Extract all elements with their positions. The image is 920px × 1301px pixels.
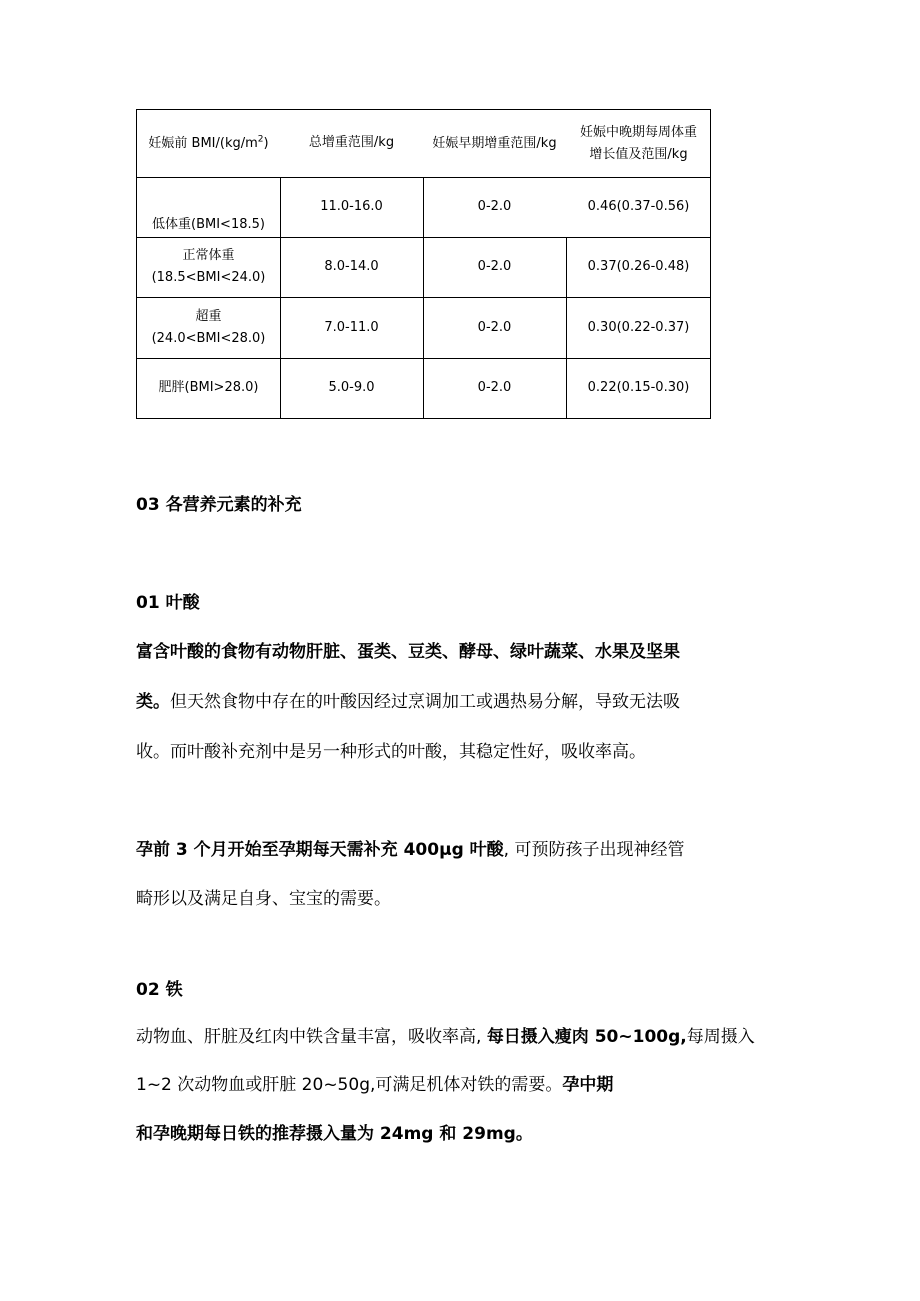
table-cell-weekly [566,237,711,297]
table-cell-weekly [566,297,711,358]
total-value: 8.0-14.0 [324,259,379,274]
header-early-gain-text: 妊娠早期增重范围/kg [432,135,557,151]
folic-dose-line [136,838,684,862]
iron-bold-text: 和孕晚期每日铁的推荐摄入量为 24mg 和 29mg。 [136,1124,533,1144]
iron-text: 每周摄入 [686,1027,755,1047]
table-cell-early [423,297,566,358]
table-row-obese-category [137,358,280,418]
header-total-gain-text: 总增重范围/kg [308,134,395,150]
total-value: 11.0-16.0 [320,199,383,214]
iron-paragraph-line [136,1122,533,1146]
category-label-line1: 正常体重 [182,248,235,263]
header-early-gain [423,110,566,177]
table-cell-total [280,297,423,358]
total-value: 7.0-11.0 [324,319,379,335]
table-cell-early [423,358,566,418]
early-value: 0-2.0 [477,199,512,214]
section-heading: 03 各营养元素的补充 [136,495,302,515]
table-cell-weekly [566,177,711,237]
total-value: 5.0-9.0 [328,380,375,395]
iron-paragraph-line [136,1073,613,1097]
folic-bold-text: 类。 [136,692,170,712]
folic-bold-text: 富含叶酸的食物有动物肝脏、蛋类、豆类、酵母、绿叶蔬菜、水果及坚果 [136,642,680,662]
weekly-value: 0.46(0.37-0.56) [587,199,690,214]
table-cell-weekly [566,358,711,418]
weekly-value: 0.22(0.15-0.30) [587,380,690,395]
folic-acid-heading: 01 叶酸 [136,593,200,613]
weight-gain-table [136,109,711,419]
folic-dose-bold: 孕前 3 个月开始至孕期每天需补充 400μg 叶酸 [136,840,504,860]
iron-bold-text: 孕中期 [562,1075,614,1095]
early-value: 0-2.0 [477,259,512,274]
weekly-value: 0.30(0.22-0.37) [587,319,690,335]
table-row-underweight-category [137,177,280,237]
early-value: 0-2.0 [477,319,512,335]
folic-text: 但天然食物中存在的叶酸因经过烹调加工或遇热易分解，导致无法吸 [170,692,680,712]
header-total-gain [280,110,423,177]
category-label: 超重(24.0<BMI<28.0) [151,308,266,346]
iron-text: 动物血、肝脏及红肉中铁含量丰富，吸收率高, [136,1027,487,1047]
table-cell-total [280,237,423,297]
header-weekly-gain [566,110,711,177]
iron-paragraph-line [136,1025,755,1049]
header-bmi-sup: 2 [257,134,264,145]
folic-dose-text: , 可预防孩子出现神经管 [503,840,685,860]
folic-paragraph-line [136,740,646,764]
folic-dose-line [136,887,391,911]
folic-dose-text: 畸形以及满足自身、宝宝的需要。 [136,889,391,909]
iron-bold-text: 每日摄入瘦肉 50~100g, [486,1027,687,1047]
header-bmi-text: 妊娠前 BMI/(kg/m [148,135,258,151]
category-label: 肥胖(BMI>28.0) [158,380,259,395]
table-cell-total [280,177,423,237]
folic-paragraph-line [136,640,680,664]
header-weekly-line2: 增长值及范围/kg [589,146,688,162]
table-row-overweight-category [137,297,280,358]
header-bmi-tail: ) [263,135,269,151]
header-weekly-line1: 妊娠中晚期每周体重 [579,124,697,140]
category-label-line2: (18.5<BMI<24.0) [151,270,266,285]
table-row-normal-category [137,237,280,297]
iron-text: 1~2 次动物血或肝脏 20~50g,可满足机体对铁的需要。 [136,1075,563,1095]
iron-heading: 02 铁 [136,980,183,1000]
table-cell-early [423,177,566,237]
table-cell-total [280,358,423,418]
header-bmi [137,110,280,177]
early-value: 0-2.0 [477,380,512,395]
weekly-value: 0.37(0.26-0.48) [587,259,690,274]
table-cell-early [423,237,566,297]
folic-text: 收。而叶酸补充剂中是另一种形式的叶酸，其稳定性好，吸收率高。 [136,742,646,762]
category-label: 低体重(BMI<18.5) [152,217,265,232]
folic-paragraph-line [136,690,680,714]
